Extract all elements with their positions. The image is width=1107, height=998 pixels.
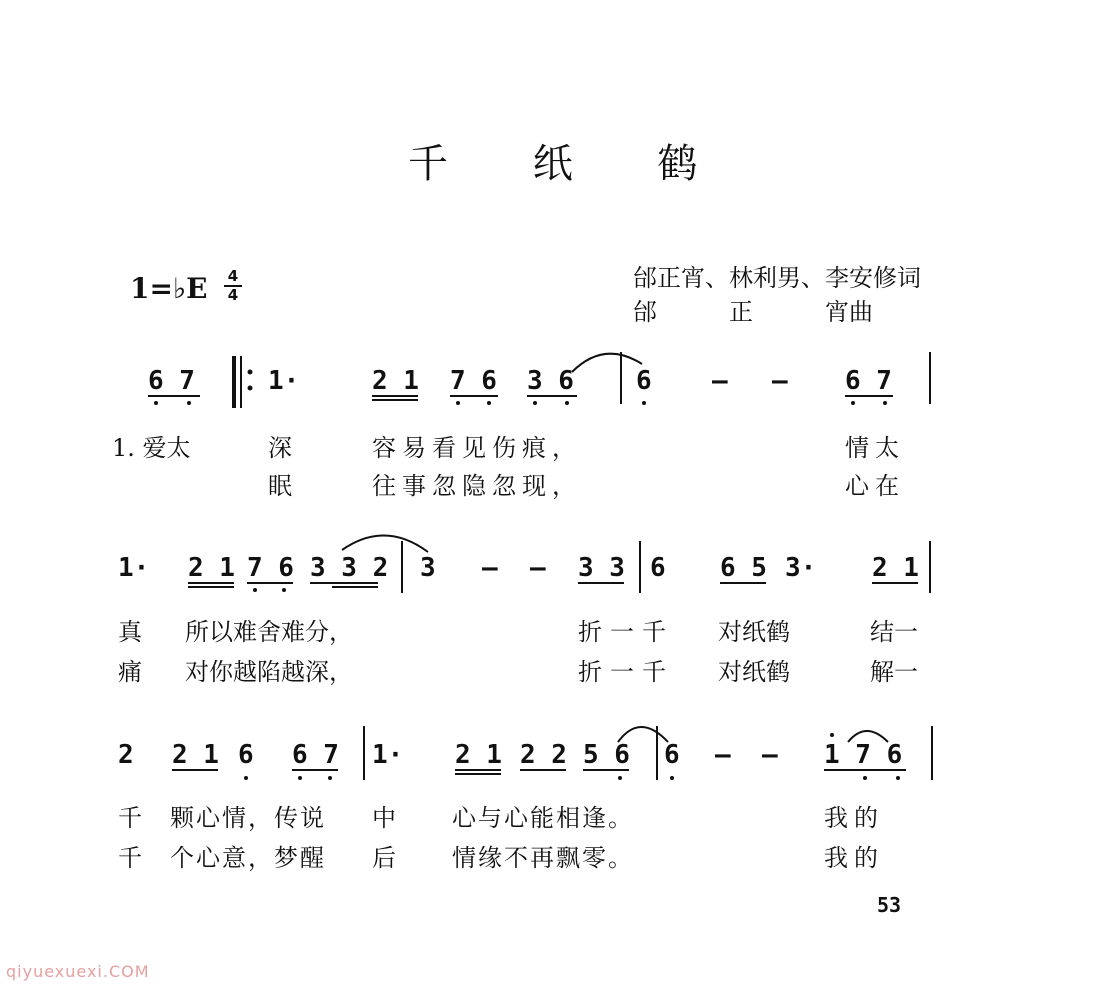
octave-dot	[565, 401, 569, 405]
lyric-text: 我的	[824, 844, 884, 872]
note-group: 1 7 6	[824, 740, 903, 770]
lyric-text: 折一千	[578, 658, 674, 686]
lyric-text: 1. 爱太	[112, 434, 191, 462]
tie-arc	[848, 731, 888, 742]
lyric-text: 千	[118, 804, 142, 832]
note-group: 2 1	[172, 740, 219, 770]
note-group: 2	[118, 740, 134, 770]
lyric-text: 眠	[268, 472, 292, 500]
lyric-text: 我的	[824, 804, 884, 832]
lyric-text: 对纸鹤	[718, 658, 790, 686]
octave-dot	[896, 776, 900, 780]
octave-dot	[298, 776, 302, 780]
composer-credit: 邰 正 宵曲	[633, 298, 873, 326]
octave-dot	[154, 401, 158, 405]
note-group: 6	[636, 366, 652, 396]
note-group: 7 6	[450, 366, 497, 396]
lyric-text: 个心意，梦醒	[170, 844, 326, 872]
song-title: 千 纸 鹤	[408, 141, 734, 187]
note-dash: –	[482, 553, 498, 583]
lyric-text: 对你越陷越深，	[185, 658, 353, 686]
tie-arc	[618, 727, 668, 742]
note-group: 3·	[785, 553, 817, 583]
octave-dot	[618, 776, 622, 780]
lyric-text: 心在	[845, 472, 905, 500]
watermark: qiyuexuexi.COM	[6, 962, 150, 981]
note-group: 6	[664, 740, 680, 770]
octave-dot	[830, 733, 834, 737]
meter-top: 4	[227, 267, 239, 285]
meter-bottom: 4	[227, 286, 239, 304]
tie-arc	[572, 354, 642, 372]
note-group: 3 6	[527, 366, 574, 396]
octave-dot	[253, 588, 257, 592]
octave-dot	[883, 401, 887, 405]
lyric-text: 对纸鹤	[718, 618, 790, 646]
note-group: 2 1	[872, 553, 919, 583]
lyric-text: 情缘不再飘零。	[452, 844, 634, 872]
octave-dot	[863, 776, 867, 780]
lyric-text: 痛	[118, 658, 142, 686]
octave-dot	[642, 401, 646, 405]
octave-dot	[851, 401, 855, 405]
octave-dot	[670, 776, 674, 780]
lyric-text: 解一	[870, 658, 918, 686]
note-dash: –	[772, 366, 788, 396]
note-group: 6 7	[292, 740, 339, 770]
octave-dot	[456, 401, 460, 405]
lyricist-credit: 邰正宵、林利男、李安修词	[633, 264, 921, 292]
lyric-text: 真	[118, 618, 142, 646]
note-group: 6 7	[845, 366, 892, 396]
lyric-text: 情太	[845, 434, 905, 462]
note-group: 3 3 2	[310, 553, 389, 583]
lyric-text: 折一千	[578, 618, 674, 646]
note-group: 2 1	[188, 553, 235, 583]
note-group: 7 6	[247, 553, 294, 583]
lyric-text: 所以难舍难分，	[185, 618, 353, 646]
octave-dot	[187, 401, 191, 405]
lyric-text: 往事忽隐忽现，	[372, 472, 582, 500]
lyric-text: 千	[118, 844, 142, 872]
repeat-dot	[248, 386, 253, 391]
lyric-text: 深	[268, 434, 292, 462]
note-group: 1·	[118, 553, 150, 583]
page-number: 53	[877, 893, 902, 917]
note-group: 2 1	[455, 740, 502, 770]
octave-dot	[244, 776, 248, 780]
lyric-text: 心与心能相逢。	[452, 804, 634, 832]
lyric-text: 容易看见伤痕，	[372, 434, 582, 462]
note-group: 3 3	[578, 553, 625, 583]
note-group: 2 2	[520, 740, 567, 770]
note-group: 5 6	[583, 740, 630, 770]
note-dash: –	[762, 740, 778, 770]
tie-arc	[342, 535, 428, 552]
lyric-text: 颗心情，传说	[170, 804, 326, 832]
octave-dot	[282, 588, 286, 592]
note-dash: –	[530, 553, 546, 583]
octave-dot	[533, 401, 537, 405]
note-group: 6	[650, 553, 666, 583]
repeat-dot	[248, 370, 253, 375]
note-group: 3	[420, 553, 436, 583]
note-group: 6	[238, 740, 254, 770]
note-group: 2 1	[372, 366, 419, 396]
note-group: 1·	[268, 366, 300, 396]
note-dash: –	[712, 366, 728, 396]
octave-dot	[487, 401, 491, 405]
note-group: 1·	[372, 740, 404, 770]
note-group: 6 7	[148, 366, 195, 396]
lyric-text: 结一	[870, 618, 918, 646]
note-group: 6 5	[720, 553, 767, 583]
lyric-text: 后	[372, 844, 396, 872]
lyric-text: 中	[372, 804, 396, 832]
key-signature: 1=♭E	[130, 272, 208, 305]
note-dash: –	[715, 740, 731, 770]
octave-dot	[328, 776, 332, 780]
